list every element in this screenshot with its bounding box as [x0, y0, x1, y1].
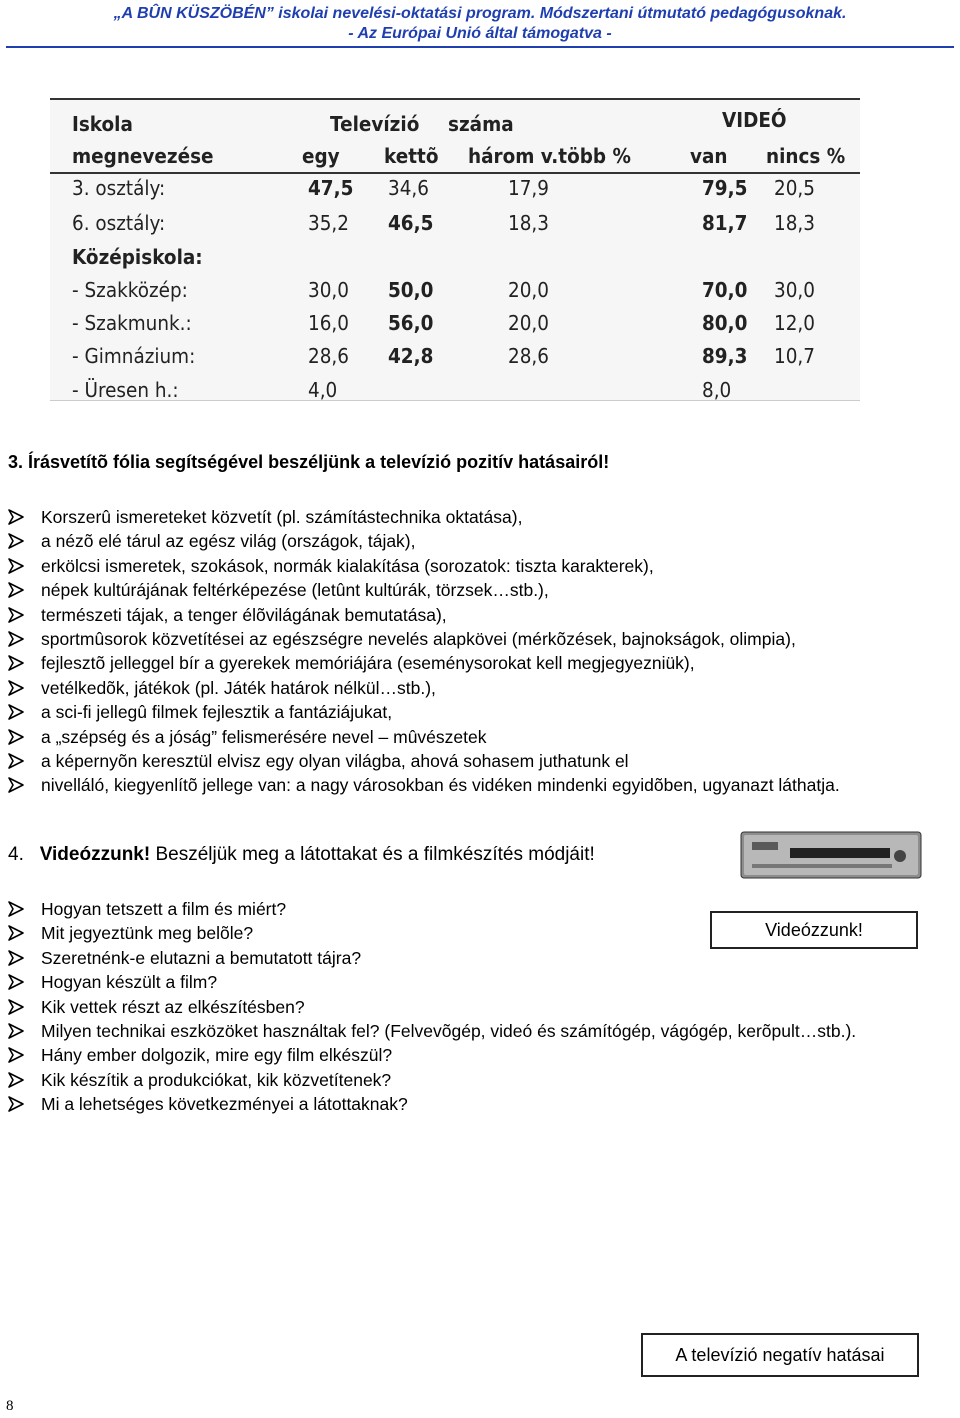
list-item-text: Szeretnénk-e elutazni a bemutatott tájra? [41, 947, 362, 968]
head-no: nincs % [766, 144, 846, 168]
table-cell: 20,5 [774, 176, 815, 200]
list-item-text: fejlesztõ jelleggel bír a gyerekek memóriájára (eseménysorokat kell megjegyezniük), [41, 653, 695, 674]
table-cell: 8,0 [702, 378, 732, 402]
table-row-label: - Szakközép: [72, 278, 188, 302]
list-item [6, 1092, 926, 1116]
section-4-rest: Beszéljük meg a látottakat és a filmkészítés módjáit! [150, 844, 595, 865]
videozzunk-box: Videózzunk! [710, 911, 918, 949]
arrowhead-bullet-icon [6, 1068, 26, 1092]
table-cell: 50,0 [388, 278, 434, 302]
arrowhead-bullet-icon [6, 773, 26, 797]
video-questions-list [6, 897, 926, 1117]
list-item-text: a „szépség és a jóság” felismerésére nevel – mûvészetek [41, 726, 487, 747]
list-item-text: népek kultúrájának feltérképezése (letûnt kultúrák, törzsek…stb.), [41, 580, 549, 601]
list-item-text: természeti tájak, a tenger élõvilágának bemutatása), [41, 604, 447, 625]
list-item [6, 749, 926, 773]
arrowhead-bullet-icon [6, 676, 26, 700]
list-item-text: Korszerû ismereteket közvetít (pl. számítástechnika oktatása), [41, 507, 523, 527]
list-item [6, 603, 926, 627]
table-row-label: - Szakmunk.: [72, 311, 192, 335]
table-cell: 42,8 [388, 344, 434, 368]
table-cell: 80,0 [702, 311, 748, 335]
arrowhead-bullet-icon [6, 1043, 26, 1067]
page-number: 8 [6, 1398, 14, 1414]
table-row-label: Középiskola: [72, 245, 203, 269]
list-item [6, 1019, 926, 1043]
list-item-text: Mit jegyeztünk meg belõle? [41, 923, 254, 944]
arrowhead-bullet-icon [6, 897, 26, 921]
table-cell: 46,5 [388, 211, 434, 235]
list-item [6, 995, 926, 1019]
arrowhead-bullet-icon [6, 651, 26, 675]
list-item [6, 921, 926, 945]
head-count: száma [448, 112, 514, 136]
list-item [6, 773, 926, 797]
list-item [6, 970, 926, 994]
list-item-text: Hogyan tetszett a film és miért? [41, 899, 287, 919]
list-item [6, 1043, 926, 1067]
list-item-text: a képernyõn keresztül elvisz egy olyan világba, ahová sohasem juthatunk el [41, 751, 629, 772]
head-yes: van [690, 144, 728, 168]
list-item-text: Milyen technikai eszközöket használtak fel? (Felvevõgép, videó és számítógép, vágógép, kerõpult…stb.). [41, 1021, 857, 1042]
header-title: „A BÛN KÜSZÖBÉN” iskolai nevelési-oktatási program. Módszertani útmutató pedagógusoknak. [113, 5, 847, 22]
list-item [6, 946, 926, 970]
table-cell: 17,9 [508, 176, 549, 200]
head-tv: Televízió [330, 112, 420, 136]
table-row-label: 6. osztály: [72, 211, 166, 235]
list-item [6, 578, 926, 602]
table-cell: 28,6 [508, 344, 549, 368]
list-item [6, 700, 926, 724]
arrowhead-bullet-icon [6, 946, 26, 970]
arrowhead-bullet-icon [6, 921, 26, 945]
table-cell: 56,0 [388, 311, 434, 335]
head-school: Iskola [72, 112, 133, 136]
table-row-label: 3. osztály: [72, 176, 166, 200]
list-item [6, 676, 926, 700]
positive-effects-list [6, 505, 926, 798]
section-4-number: 4. [8, 844, 24, 865]
table-cell: 16,0 [308, 311, 349, 335]
list-item-text: erkölcsi ismeretek, szokások, normák kialakítása (sorozatok: tiszta karakterek), [41, 555, 654, 576]
list-item [6, 529, 926, 553]
list-item-text: Mi a lehetséges következményei a látottaknak? [41, 1094, 408, 1115]
arrowhead-bullet-icon [6, 1092, 26, 1116]
table-cell: 12,0 [774, 311, 815, 335]
section-4-bold: Videózzunk! [39, 844, 151, 865]
arrowhead-bullet-icon [6, 995, 26, 1019]
arrowhead-bullet-icon [6, 627, 26, 651]
table-top-rule [50, 98, 860, 100]
table-cell: 79,5 [702, 176, 748, 200]
section-3-title: 3. Írásvetítõ fólia segítségével beszéljünk a televízió pozitív hatásairól! [8, 452, 610, 472]
list-item [6, 725, 926, 749]
tv-statistics-table [50, 98, 860, 401]
list-item-text: vetélkedõk, játékok (pl. Játék határok nélkül…stb.), [41, 677, 436, 698]
head-three: három v.több % [468, 144, 631, 168]
table-head-rule [50, 172, 860, 174]
section-4-title [8, 844, 595, 866]
table-cell: 47,5 [308, 176, 354, 200]
arrowhead-bullet-icon [6, 1019, 26, 1043]
header-subtitle: - Az Európai Unió által támogatva - [348, 25, 612, 42]
arrowhead-bullet-icon [6, 970, 26, 994]
table-cell: 81,7 [702, 211, 748, 235]
header-rule [6, 46, 954, 48]
list-item-text: sportmûsorok közvetítései az egészségre nevelés alapkövei (mérkõzések, bajnokságok, olimpia), [41, 629, 796, 650]
list-item [6, 627, 926, 651]
table-cell: 20,0 [508, 278, 549, 302]
arrowhead-bullet-icon [6, 603, 26, 627]
table-cell: 34,6 [388, 176, 429, 200]
table-cell: 30,0 [774, 278, 815, 302]
head-one: egy [302, 144, 340, 168]
arrowhead-bullet-icon [6, 578, 26, 602]
table-cell: 18,3 [508, 211, 549, 235]
table-cell: 89,3 [702, 344, 748, 368]
list-item-text: a nézõ elé tárul az egész világ (országok, tájak), [41, 531, 416, 552]
list-item [6, 897, 926, 921]
table-cell: 28,6 [308, 344, 349, 368]
arrowhead-bullet-icon [6, 749, 26, 773]
list-item-text: a sci-fi jellegû filmek fejlesztik a fantáziájukat, [41, 702, 393, 723]
list-item [6, 554, 926, 578]
list-item [6, 651, 926, 675]
table-cell: 30,0 [308, 278, 349, 302]
table-cell: 10,7 [774, 344, 815, 368]
negative-effects-box: A televízió negatív hatásai [641, 1333, 919, 1377]
arrowhead-bullet-icon [6, 700, 26, 724]
list-item-text: Kik készítik a produkciókat, kik közvetítenek? [41, 1069, 392, 1090]
list-item-text: Hány ember dolgozik, mire egy film elkészül? [41, 1045, 393, 1066]
list-item-text: Hogyan készült a film? [41, 972, 218, 993]
arrowhead-bullet-icon [6, 725, 26, 749]
table-cell: 18,3 [774, 211, 815, 235]
arrowhead-bullet-icon [6, 505, 26, 529]
arrowhead-bullet-icon [6, 529, 26, 553]
list-item [6, 505, 926, 529]
head-video: VIDEÓ [722, 108, 787, 132]
table-cell: 70,0 [702, 278, 748, 302]
table-row-label: - Gimnázium: [72, 344, 196, 368]
list-item-text: Kik vettek részt az elkészítésben? [41, 996, 305, 1017]
table-row-label: - Üresen h.: [72, 378, 179, 402]
head-two: kettõ [384, 144, 439, 168]
head-name: megnevezése [72, 144, 214, 168]
table-cell: 20,0 [508, 311, 549, 335]
arrowhead-bullet-icon [6, 554, 26, 578]
table-cell: 4,0 [308, 378, 338, 402]
list-item-text: nivelláló, kiegyenlítõ jellege van: a nagy városokban és vidéken mindenki egyidõben, ugyanazt láthatja. [41, 775, 840, 796]
vcr-icon [740, 830, 922, 880]
list-item [6, 1068, 926, 1092]
page-header [0, 4, 960, 44]
table-cell: 35,2 [308, 211, 349, 235]
